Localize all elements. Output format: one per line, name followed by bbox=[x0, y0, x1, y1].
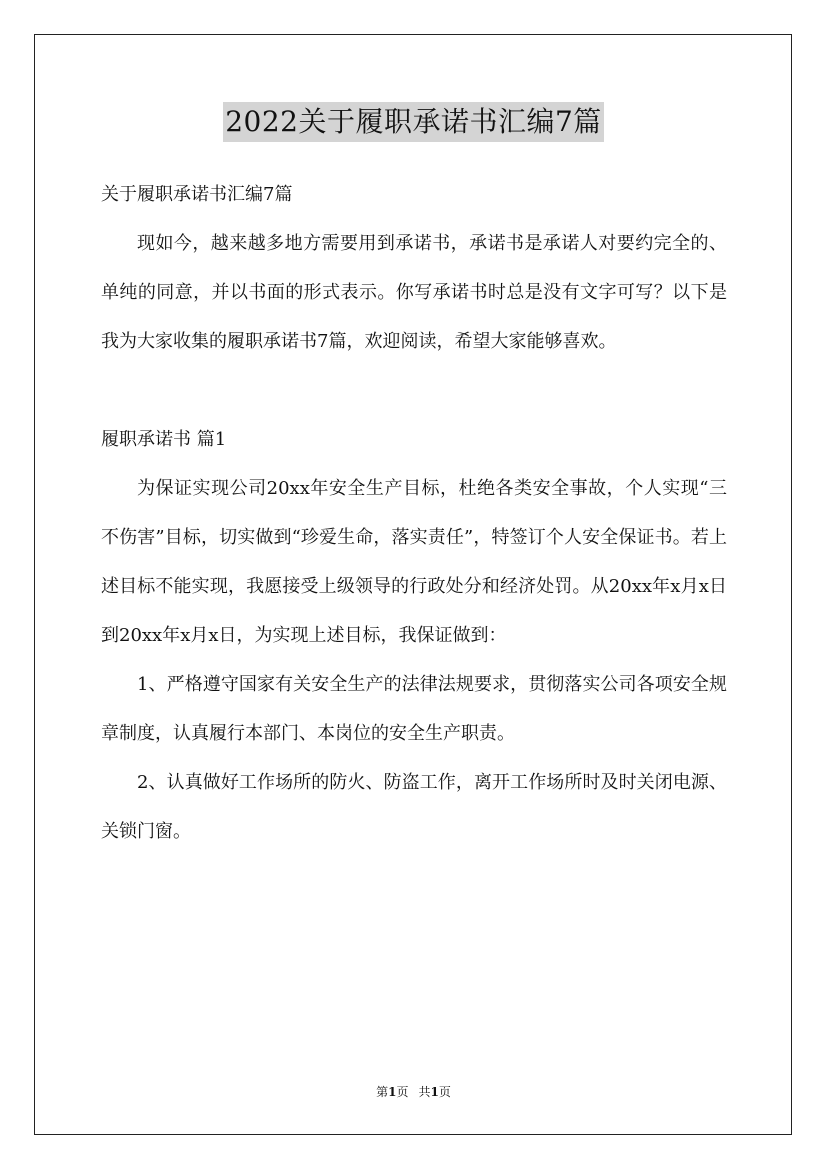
intro-paragraph: 现如今，越来越多地方需要用到承诺书，承诺书是承诺人对要约完全的、单纯的同意，并以书面的形式表示。你写承诺书时总是没有文字可写？以下是我为大家收集的履职承诺书7篇，欢迎阅读，希望大家能够喜欢。 bbox=[101, 233, 727, 352]
section-heading: 履职承诺书 篇1 bbox=[101, 429, 227, 450]
page-prefix: 第 bbox=[376, 1085, 389, 1099]
page-footer bbox=[0, 1082, 827, 1102]
document-subtitle: 关于履职承诺书汇编7篇 bbox=[101, 184, 293, 205]
page-suffix: 页 bbox=[396, 1085, 409, 1099]
total-prefix: 共 bbox=[418, 1085, 431, 1099]
page-total: 1 bbox=[430, 1085, 439, 1099]
document-body bbox=[101, 170, 727, 856]
section-paragraph: 1、严格遵守国家有关安全生产的法律法规要求，贯彻落实公司各项安全规章制度，认真履行本部门、本岗位的安全生产职责。 bbox=[101, 674, 727, 744]
section-paragraph: 2、认真做好工作场所的防火、防盗工作，离开工作场所时及时关闭电源、关锁门窗。 bbox=[101, 772, 727, 842]
page-current: 1 bbox=[388, 1085, 397, 1099]
title-block bbox=[0, 102, 827, 142]
section-paragraph: 为保证实现公司20xx年安全生产目标，杜绝各类安全事故，个人实现“三不伤害”目标，切实做到“珍爱生命，落实责任”，特签订个人安全保证书。若上述目标不能实现，我愿接受上级领导的行政处分和经济处罚。从20xx年x月x日到20xx年x月x日，为实现上述目标，我保证做到： bbox=[101, 478, 727, 646]
total-suffix: 页 bbox=[438, 1085, 451, 1099]
document-title: 2022关于履职承诺书汇编7篇 bbox=[223, 102, 604, 142]
